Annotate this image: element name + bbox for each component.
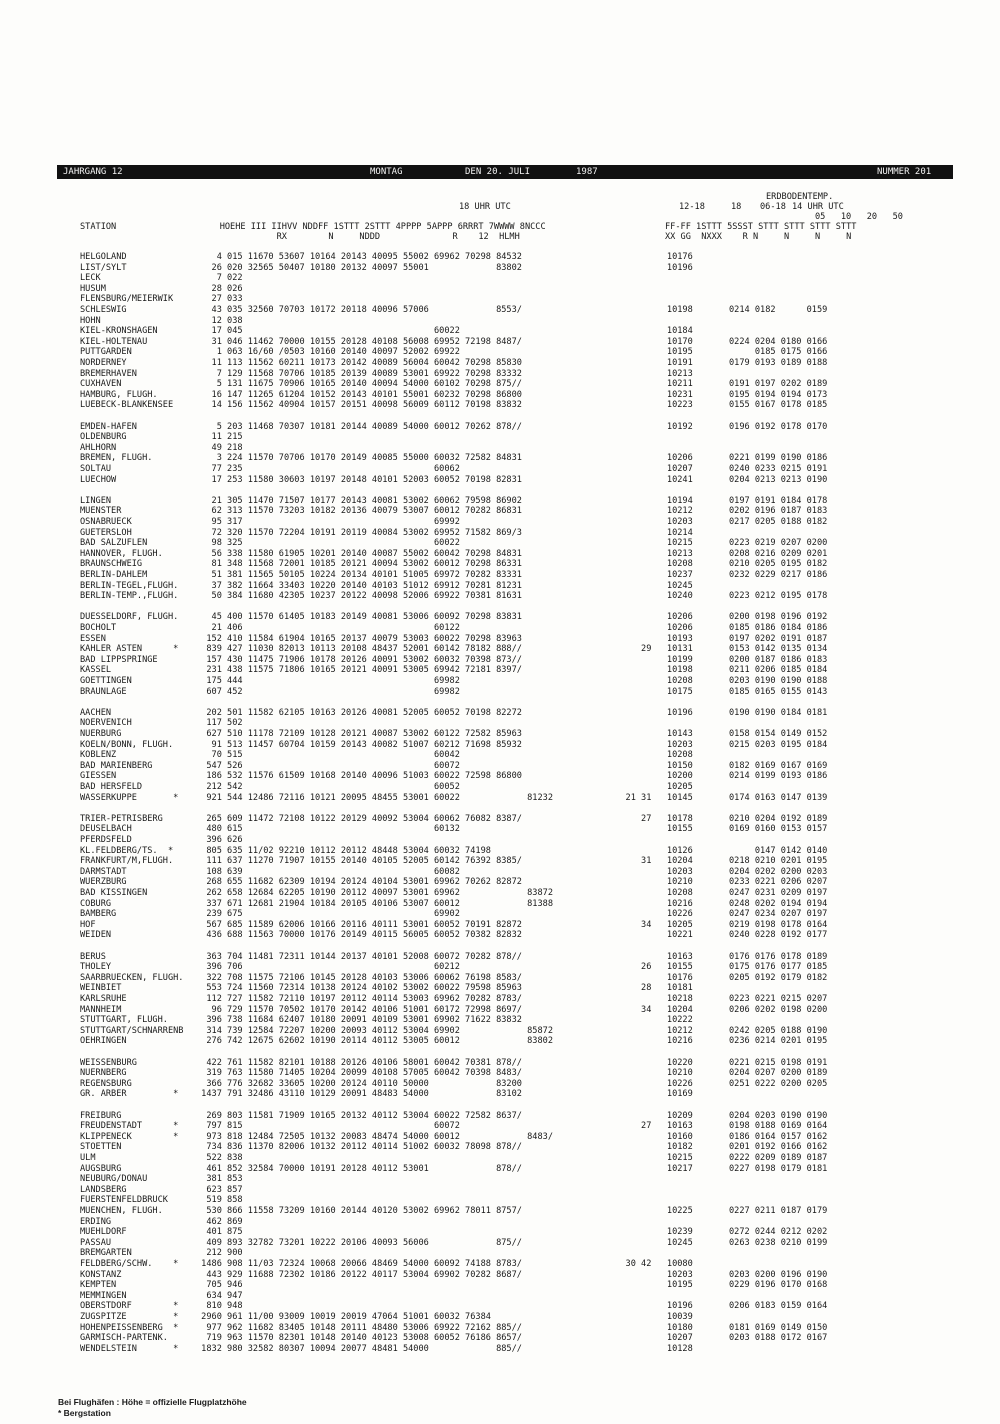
- station-name: BAD LIPPSPRINGE: [80, 654, 158, 665]
- soil-temp-data: 10163 0176 0176 0178 0189: [610, 951, 828, 962]
- synop-data: 805 635 11/02 92210 10112 20112 48448 53004 60032 74198: [196, 845, 491, 856]
- synop-data: 567 685 11589 62006 10166 20116 40111 53001 60052 70191 82872: [196, 919, 522, 930]
- station-name: KLIPPENECK *: [80, 1131, 179, 1142]
- station-name: SCHLESWIG: [80, 305, 127, 315]
- synop-data: 547 526 60072: [196, 760, 460, 771]
- station-name: BERUS: [80, 951, 106, 962]
- right-header-line1: FF-FF 1STTT 5SSST STTT STTT STTT STTT: [665, 222, 857, 232]
- synop-data: 276 742 12675 62602 10190 20114 40112 53005 60012 83802: [196, 1036, 553, 1047]
- soil-temp-data: 10191 0179 0193 0189 0188: [610, 358, 828, 368]
- synop-data: 21 406 60122: [196, 623, 460, 633]
- soil-temp-data: 10237 0232 0229 0217 0186: [610, 570, 828, 580]
- soil-temp-data: 10223 0155 0167 0178 0185: [610, 400, 828, 411]
- soil-temp-data: 10128: [610, 1343, 693, 1354]
- synop-data: 31 046 11462 70000 10155 20128 40108 56008 69952 72198 8487/: [196, 336, 522, 347]
- synop-data: 49 218: [196, 442, 243, 453]
- footnote-mountain: * Bergstation: [58, 1408, 111, 1418]
- station-name: MUENCHEN, FLUGH.: [80, 1206, 163, 1216]
- synop-data: 462 869: [196, 1216, 243, 1227]
- station-name: KASSEL: [80, 665, 112, 676]
- soil-temp-data: 10193 0197 0202 0191 0187: [610, 633, 828, 644]
- station-name: NUERNBERG: [80, 1068, 127, 1079]
- soil-temp-data: 10240 0223 0212 0195 0178: [610, 591, 828, 602]
- synop-data: 70 515 60042: [196, 750, 460, 761]
- station-name: LECK: [80, 273, 101, 284]
- station-name: KAHLER ASTEN *: [80, 644, 179, 655]
- station-name: HELGOLAND: [80, 252, 127, 262]
- station-name: OSNABRUECK: [80, 517, 132, 527]
- synop-data: 112 727 11582 72110 10197 20112 40114 53003 69962 70282 8783/: [196, 994, 522, 1004]
- station-name: CUXHAVEN: [80, 379, 122, 390]
- synop-data: 381 853: [196, 1174, 243, 1185]
- soil-temp-data: 10206 0200 0198 0196 0192: [610, 612, 828, 623]
- station-name: BAD KISSINGEN: [80, 888, 148, 898]
- soil-temp-data: 10217 0227 0198 0179 0181: [610, 1163, 828, 1174]
- station-name: COBURG: [80, 898, 112, 909]
- station-name: FREIBURG: [80, 1110, 122, 1121]
- station-name: BERLIN-TEGEL,FLUGH.: [80, 580, 179, 591]
- station-name: THOLEY: [80, 962, 112, 973]
- range-b-header: 18: [731, 202, 742, 212]
- synop-data: 269 803 11581 71909 10165 20132 40112 53004 60022 72582 8637/: [196, 1110, 522, 1121]
- station-name: KARLSRUHE: [80, 994, 127, 1004]
- synop-data: 77 235 60062: [196, 464, 460, 474]
- synop-data: 265 609 11472 72108 10122 20129 40092 53004 60062 76082 8387/: [196, 813, 522, 824]
- station-name: KL.FELDBERG/TS. *: [80, 845, 174, 856]
- synop-data: 45 400 11570 61405 10183 20149 40081 53006 60092 70298 83831: [196, 612, 522, 623]
- soil-temp-data: 10200 0214 0199 0193 0186: [610, 771, 828, 782]
- synop-data: 401 875: [196, 1227, 243, 1238]
- station-name: MEMMINGEN: [80, 1290, 127, 1301]
- station-name: WASSERKUPPE *: [80, 792, 179, 803]
- station-name: SAARBRUECKEN, FLUGH.: [80, 972, 184, 983]
- station-name: DEUSELBACH: [80, 824, 132, 835]
- soil-temp-data: 10195 0185 0175 0166: [610, 347, 828, 358]
- soil-temp-data: 26 10155 0175 0176 0177 0185: [610, 962, 828, 973]
- soil-temp-data: 10176: [610, 252, 693, 262]
- synop-data: 396 738 11684 62407 10180 20091 40109 53001 69902 71622 83832: [196, 1015, 522, 1026]
- station-name: HAMBURG, FLUGH.: [80, 389, 158, 400]
- soil-temp-data: 10196: [610, 262, 693, 273]
- column-header-line2: RX N NDDD R 12 HLMH: [80, 232, 520, 242]
- synop-data: 719 963 11570 82301 10148 20140 40123 53008 60052 76186 8657/: [196, 1333, 522, 1344]
- soil-temp-data: 10208 0210 0205 0195 0182: [610, 559, 828, 570]
- jahrgang: JAHRGANG 12: [63, 167, 123, 177]
- soil-temp-data: 30 42 10080: [610, 1259, 693, 1269]
- station-name: HOHENPEISSENBERG *: [80, 1322, 179, 1333]
- range-a-header: 12-18: [679, 202, 705, 212]
- synop-data: 634 947: [196, 1290, 243, 1301]
- synop-data: 396 706 60212: [196, 962, 460, 973]
- station-name: TRIER-PETRISBERG: [80, 813, 163, 824]
- synop-data: 51 381 11565 50105 10224 20134 40101 51005 69972 70282 83331: [196, 570, 522, 580]
- station-name: HUSUM: [80, 283, 106, 294]
- soil-temp-data: 10222: [610, 1015, 693, 1026]
- weekday: MONTAG: [370, 167, 403, 177]
- synop-data: 797 815 60072: [196, 1121, 460, 1132]
- station-name: MANNHEIM: [80, 1004, 122, 1015]
- synop-data: 461 852 32584 70000 10191 20128 40112 53001 878//: [196, 1163, 522, 1174]
- synop-data: 1437 791 32486 43110 10129 20091 48483 54000 83102: [196, 1089, 522, 1100]
- synop-data: 436 688 11563 70000 10176 20149 40115 56005 60052 70382 82832: [196, 930, 522, 941]
- station-name: WENDELSTEIN *: [80, 1343, 179, 1354]
- station-name: FLENSBURG/MEIERWIK: [80, 294, 174, 305]
- station-name: BRAUNLAGE: [80, 686, 127, 697]
- station-name: KIEL-KRONSHAGEN: [80, 326, 158, 337]
- soil-temp-data: 10208 0203 0190 0190 0188: [610, 676, 828, 686]
- station-name: WEIDEN: [80, 930, 112, 941]
- station-name: HOHN: [80, 315, 101, 326]
- synop-data: 231 438 11575 71806 10165 20121 40091 53005 69942 72181 8397/: [196, 665, 522, 676]
- station-name: REGENSBURG: [80, 1078, 132, 1089]
- synop-data: 152 410 11584 61904 10165 20137 40079 53003 60022 70298 83963: [196, 633, 522, 644]
- depths-header: 05 10 20 50: [815, 212, 903, 222]
- station-name: KOBLENZ: [80, 750, 117, 761]
- synop-data: 623 857: [196, 1184, 243, 1195]
- soil-temp-data: 10182 0201 0192 0166 0162: [610, 1142, 828, 1153]
- station-name: BAMBERG: [80, 909, 117, 920]
- synop-data: 37 382 11664 33403 10220 20140 40103 51012 69912 70281 81231: [196, 580, 522, 591]
- synop-data: 96 729 11570 70502 10170 20142 40106 51001 60172 72998 8697/: [196, 1004, 522, 1015]
- soil-temp-data: 10216 0248 0202 0194 0194: [610, 898, 828, 909]
- station-name: BREMEN, FLUGH.: [80, 453, 153, 464]
- station-name: KIEL-HOLTENAU: [80, 336, 148, 347]
- synop-data: 56 338 11580 61905 10201 20140 40087 55002 60042 70298 84831: [196, 548, 522, 559]
- soil-temp-data: 21 31 10145 0174 0163 0147 0139: [610, 792, 828, 803]
- station-name: KONSTANZ: [80, 1269, 122, 1280]
- station-name: NOERVENICH: [80, 718, 132, 729]
- synop-data: 396 626: [196, 835, 243, 845]
- station-name: GARMISCH-PARTENK.: [80, 1333, 168, 1344]
- station-name: GR. ARBER *: [80, 1089, 179, 1100]
- station-name: LANDSBERG: [80, 1184, 127, 1195]
- soil-temp-data: 10213 0208 0216 0209 0201: [610, 548, 828, 559]
- soil-temp-data: 10214: [610, 527, 693, 538]
- soil-temp-data: 34 10205 0219 0198 0178 0164: [610, 919, 828, 930]
- synop-data: 337 671 12681 21904 10184 20105 40106 53007 60012 81388: [196, 898, 553, 909]
- soil-temp-data: 10180 0181 0169 0149 0150: [610, 1322, 828, 1333]
- synop-data: 27 033: [196, 294, 243, 305]
- synop-data: 50 384 11680 42305 10237 20122 40098 52006 69922 70381 81631: [196, 591, 522, 602]
- soil-temp-data: 10215 0222 0209 0189 0187: [610, 1153, 828, 1163]
- synop-data: 627 510 11178 72109 10128 20121 40087 53002 60122 72582 85963: [196, 729, 522, 739]
- synop-data: 5 203 11468 70307 10181 20144 40089 54000 60012 70262 878//: [196, 421, 522, 432]
- station-name: NORDERNEY: [80, 358, 127, 368]
- soil-temp-data: 10198 0214 0182 0159: [610, 305, 828, 315]
- synop-data: 117 502: [196, 718, 243, 729]
- soil-temp-data: 10184: [610, 326, 693, 337]
- soil-temp-data: 10175 0185 0165 0155 0143: [610, 686, 828, 697]
- station-name: KOELN/BONN, FLUGH.: [80, 739, 174, 750]
- synop-data: 314 739 12584 72207 10200 20093 40112 53004 69902 85872: [196, 1025, 553, 1036]
- header-bar: [57, 165, 953, 179]
- soil-temp-data: 10220 0221 0215 0198 0191: [610, 1057, 828, 1068]
- soil-temp-data: 27 10178 0210 0204 0192 0189: [610, 813, 828, 824]
- station-name: PUTTGARDEN: [80, 347, 132, 358]
- synop-data: 705 946: [196, 1280, 243, 1291]
- synop-data: 422 761 11582 82101 10188 20126 40106 58001 60042 70381 878//: [196, 1057, 522, 1068]
- station-name: FREUDENSTADT *: [80, 1121, 179, 1132]
- synop-data: 16 147 11265 61204 10152 20143 40101 55001 60232 70298 86800: [196, 389, 522, 400]
- synop-data: 98 325 60022: [196, 538, 460, 549]
- station-name: HOF: [80, 919, 96, 930]
- erdboden-header: ERDBODENTEMP.: [766, 192, 834, 202]
- soil-temp-data: 10245: [610, 580, 693, 591]
- soil-temp-data: 10160 0186 0164 0157 0162: [610, 1131, 828, 1142]
- synop-data: 921 544 12486 72116 10121 20095 48455 53001 60022 81232: [196, 792, 553, 803]
- soil-temp-data: 10176 0205 0192 0179 0182: [610, 972, 828, 983]
- soil-temp-data: 10196 0206 0183 0159 0164: [610, 1301, 828, 1312]
- synop-data: 95 317 69992: [196, 517, 460, 527]
- station-name: LUECHOW: [80, 474, 117, 485]
- station-name: WEISSENBURG: [80, 1057, 137, 1068]
- range-c-header: 06-18: [760, 202, 786, 212]
- synop-data: 443 929 11688 72302 10186 20122 40117 53004 69902 70282 8687/: [196, 1269, 522, 1280]
- station-name: PFERDSFELD: [80, 835, 132, 845]
- synop-data: 519 858: [196, 1195, 243, 1206]
- station-name: KEMPTEN: [80, 1280, 117, 1291]
- synop-data: 17 253 11580 30603 10197 20148 40101 52003 60052 70198 82831: [196, 474, 522, 485]
- soil-temp-data: 10039: [610, 1312, 693, 1322]
- soil-temp-data: 10203 0215 0203 0195 0184: [610, 739, 828, 750]
- year: 1987: [576, 167, 598, 177]
- synop-data: 973 818 12484 72505 10132 20083 48474 54000 60012 8483/: [196, 1131, 553, 1142]
- soil-temp-data: 10143 0158 0154 0149 0152: [610, 729, 828, 739]
- footnote-airport: Bei Flughäfen : Höhe = offizielle Flugplatzhöhe: [58, 1397, 247, 1407]
- station-name: OBERSTDORF *: [80, 1301, 179, 1312]
- soil-temp-data: 31 10204 0218 0210 0201 0195: [610, 856, 828, 867]
- synop-data: 409 893 32782 73201 10222 20106 40093 56006 875//: [196, 1237, 522, 1248]
- synop-data: 363 704 11481 72311 10144 20137 40101 52008 60072 70282 878//: [196, 951, 522, 962]
- soil-temp-data: 10198 0211 0206 0185 0184: [610, 665, 828, 676]
- synop-data: 91 513 11457 60704 10159 20143 40082 51007 60212 71698 85932: [196, 739, 522, 750]
- synop-data: 319 763 11580 71405 10204 20099 40108 57005 60042 70398 8483/: [196, 1068, 522, 1079]
- synop-data: 2960 961 11/00 93009 10019 20019 47064 51001 60032 76384: [196, 1312, 491, 1322]
- station-name: ERDING: [80, 1216, 112, 1227]
- synop-data: 7 022: [196, 273, 243, 284]
- soil-temp-data: 10194 0197 0191 0184 0178: [610, 495, 828, 506]
- synop-data: 11 215: [196, 432, 243, 443]
- station-name: GIESSEN: [80, 771, 117, 782]
- station-name: GOETTINGEN: [80, 676, 132, 686]
- soil-temp-data: 10195 0229 0196 0170 0168: [610, 1280, 828, 1291]
- soil-temp-data: 10169: [610, 1089, 693, 1100]
- station-name: AHLHORN: [80, 442, 117, 453]
- station-name: BAD SALZUFLEN: [80, 538, 148, 549]
- soil-temp-data: 10218 0223 0221 0215 0207: [610, 994, 828, 1004]
- synop-data: 268 655 11682 62309 10194 20124 40104 53001 69962 70262 82872: [196, 877, 522, 888]
- synop-data: 202 501 11582 62105 10163 20126 40081 52005 60052 70198 82272: [196, 707, 522, 718]
- station-name: NEUBURG/DONAU: [80, 1174, 148, 1185]
- soil-temp-data: 10212 0242 0205 0188 0190: [610, 1025, 828, 1036]
- synop-data: 43 035 32560 70703 10172 20118 40096 57006 8553/: [196, 305, 522, 315]
- soil-temp-data: 10211 0191 0197 0202 0189: [610, 379, 828, 390]
- synop-data: 607 452 69982: [196, 686, 460, 697]
- soil-temp-data: 10231 0195 0194 0194 0173: [610, 389, 828, 400]
- station-name: DUESSELDORF, FLUGH.: [80, 612, 179, 623]
- synop-data: 157 430 11475 71906 10178 20126 40091 53002 60032 70398 873//: [196, 654, 522, 665]
- soil-temp-data: 10199 0200 0187 0186 0183: [610, 654, 828, 665]
- synop-data: 480 615 60132: [196, 824, 460, 835]
- station-name: ESSEN: [80, 633, 106, 644]
- station-name: LINGEN: [80, 495, 112, 506]
- soil-temp-data: 10208 0247 0231 0209 0197: [610, 888, 828, 898]
- right-header-line2: XX GG NXXX R N N N N: [665, 232, 852, 242]
- synop-data: 239 675 69902: [196, 909, 460, 920]
- station-name: STUTTGART/SCHNARRENB: [80, 1025, 184, 1036]
- synop-data: 108 639 60082: [196, 866, 460, 877]
- synop-data: 28 026: [196, 283, 243, 294]
- station-name: MUEHLDORF: [80, 1227, 127, 1238]
- station-name: SOLTAU: [80, 464, 112, 474]
- station-name: BRAUNSCHWEIG: [80, 559, 143, 570]
- station-name: NUERBURG: [80, 729, 122, 739]
- synop-data: 734 836 11370 82006 10132 20112 40114 51002 60032 78098 878//: [196, 1142, 522, 1153]
- synop-data: 5 131 11675 70906 10165 20140 40094 54000 60102 70298 875//: [196, 379, 522, 390]
- synop-data: 212 542 60052: [196, 782, 460, 792]
- synop-data: 81 348 11568 72001 10185 20121 40094 53002 60012 70298 86331: [196, 559, 522, 570]
- soil-temp-data: 10241 0204 0213 0213 0190: [610, 474, 828, 485]
- station-name: AUGSBURG: [80, 1163, 122, 1174]
- synop-data: 1 063 16/60 /0503 10160 20140 40097 52002 69922: [196, 347, 460, 358]
- station-name: FELDBERG/SCHW. *: [80, 1259, 179, 1269]
- station-name: OLDENBURG: [80, 432, 127, 443]
- station-name: BOCHOLT: [80, 623, 117, 633]
- station-name: STOETTEN: [80, 1142, 122, 1153]
- soil-temp-data: 10208: [610, 750, 693, 761]
- soil-temp-data: 34 10204 0206 0202 0198 0200: [610, 1004, 828, 1015]
- soil-temp-data: 10207 0203 0188 0172 0167: [610, 1333, 828, 1344]
- soil-temp-data: 10239 0272 0244 0212 0202: [610, 1227, 828, 1238]
- soil-temp-data: 10203 0203 0200 0196 0190: [610, 1269, 828, 1280]
- soil-temp-data: 10205: [610, 782, 693, 792]
- station-name: FUERSTENFELDBRUCK: [80, 1195, 168, 1206]
- soil-temp-data: 10203 0204 0202 0200 0203: [610, 866, 828, 877]
- soil-temp-data: 28 10181: [610, 983, 693, 994]
- soil-temp-data: 10245 0263 0238 0210 0199: [610, 1237, 828, 1248]
- synop-data: 175 444 69982: [196, 676, 460, 686]
- synop-data: 3 224 11570 70706 10170 20149 40085 55000 60032 72582 84831: [196, 453, 522, 464]
- station-name: EMDEN-HAFEN: [80, 421, 137, 432]
- synop-data: 4 015 11670 53607 10164 20143 40095 55002 69962 70298 84532: [196, 252, 522, 262]
- station-name: BAD HERSFELD: [80, 782, 143, 792]
- soil-temp-data: 10209 0204 0203 0190 0190: [610, 1110, 828, 1121]
- utc14-header: 14 UHR UTC: [792, 202, 844, 212]
- synop-data: 26 020 32565 50407 10180 20132 40097 55001 83802: [196, 262, 522, 273]
- station-name: PASSAU: [80, 1237, 112, 1248]
- soil-temp-data: 10192 0196 0192 0178 0170: [610, 421, 828, 432]
- synop-data: 977 962 11682 83405 10148 20111 48480 53006 69922 72162 885//: [196, 1322, 522, 1333]
- soil-temp-data: 10203 0217 0205 0188 0182: [610, 517, 828, 527]
- soil-temp-data: 10170 0224 0204 0180 0166: [610, 336, 828, 347]
- soil-temp-data: 10150 0182 0169 0167 0169: [610, 760, 828, 771]
- synop-data: 212 900: [196, 1248, 243, 1259]
- synop-data: 72 320 11570 72204 10191 20119 40084 53002 69952 71582 869/3: [196, 527, 522, 538]
- station-name: WUERZBURG: [80, 877, 127, 888]
- soil-temp-data: 10216 0236 0214 0201 0195: [610, 1036, 828, 1047]
- station-name: LIST/SYLT: [80, 262, 127, 273]
- station-name: BREMGARTEN: [80, 1248, 132, 1259]
- synop-data: 553 724 11560 72314 10138 20124 40102 53002 60022 79598 85963: [196, 983, 522, 994]
- synop-data: 62 313 11570 73203 10182 20136 40079 53007 60012 70282 86831: [196, 506, 522, 517]
- synop-data: 1832 980 32582 80307 10094 20077 48481 54000 885//: [196, 1343, 522, 1354]
- synop-data: 1486 908 11/03 72324 10068 20066 48469 54000 60092 74188 8783/: [196, 1259, 522, 1269]
- station-name: FRANKFURT/M,FLUGH.: [80, 856, 174, 867]
- station-name: BERLIN-TEMP.,FLUGH.: [80, 591, 179, 602]
- soil-temp-data: 10126 0147 0142 0140: [610, 845, 828, 856]
- station-name: DARMSTADT: [80, 866, 127, 877]
- synop-data: 522 838: [196, 1153, 243, 1163]
- soil-temp-data: 27 10163 0198 0188 0169 0164: [610, 1121, 828, 1132]
- date: DEN 20. JULI: [465, 167, 531, 177]
- station-name: BAD MARIENBERG: [80, 760, 153, 771]
- soil-temp-data: 10215 0223 0219 0207 0200: [610, 538, 828, 549]
- station-name: BREMERHAVEN: [80, 368, 137, 379]
- soil-temp-data: 10206 0221 0199 0190 0186: [610, 453, 828, 464]
- soil-temp-data: 10210 0233 0221 0206 0207: [610, 877, 828, 888]
- synop-data: 839 427 11030 82013 10113 20108 48437 52001 60142 78182 888//: [196, 644, 522, 655]
- station-name: HANNOVER, FLUGH.: [80, 548, 163, 559]
- synop-data: 262 658 12684 62205 10190 20112 40097 53001 69962 83872: [196, 888, 553, 898]
- soil-temp-data: 10221 0240 0228 0192 0177: [610, 930, 828, 941]
- utc18-header: 18 UHR UTC: [459, 202, 511, 212]
- synop-data: 810 948: [196, 1301, 243, 1312]
- station-name: AACHEN: [80, 707, 112, 718]
- soil-temp-data: 10212 0202 0196 0187 0183: [610, 506, 828, 517]
- synop-data: 530 866 11558 73209 10160 20144 40120 53002 69962 78011 8757/: [196, 1206, 522, 1216]
- station-name: ULM: [80, 1153, 96, 1163]
- synop-data: 322 708 11575 72106 10145 20128 40103 53006 60062 76198 8583/: [196, 972, 522, 983]
- issue-number: NUMMER 201: [877, 167, 932, 177]
- station-name: GUETERSLOH: [80, 527, 132, 538]
- soil-temp-data: 10226 0247 0234 0207 0197: [610, 909, 828, 920]
- synop-data: 17 045 60022: [196, 326, 460, 337]
- synop-data: 14 156 11562 40904 10157 20151 40098 56009 60112 70198 83832: [196, 400, 522, 411]
- station-name: ZUGSPITZE *: [80, 1312, 179, 1322]
- soil-temp-data: 10210 0204 0207 0200 0189: [610, 1068, 828, 1079]
- soil-temp-data: 10206 0185 0186 0184 0186: [610, 623, 828, 633]
- synop-data: 21 305 11470 71507 10177 20143 40081 53002 60062 79598 86902: [196, 495, 522, 506]
- column-header-line1: STATION HOEHE III IIHVV NDDFF 1STTT 2STTT 4PPPP 5APPP 6RRRT 7WWWW 8NCCC: [80, 222, 546, 232]
- synop-data: 186 532 11576 61509 10168 20140 40096 51003 60022 72598 86800: [196, 771, 522, 782]
- soil-temp-data: 29 10131 0153 0142 0135 0134: [610, 644, 828, 655]
- soil-temp-data: 10207 0240 0233 0215 0191: [610, 464, 828, 474]
- synop-data: 11 113 11562 60211 10173 20142 40089 56004 60042 70298 85830: [196, 358, 522, 368]
- station-name: LUEBECK-BLANKENSEE: [80, 400, 174, 411]
- station-name: OEHRINGEN: [80, 1036, 127, 1047]
- station-name: MUENSTER: [80, 506, 122, 517]
- synop-data: 7 129 11568 70706 10185 20139 40089 53001 69922 70298 83332: [196, 368, 522, 379]
- synop-data: 12 038: [196, 315, 243, 326]
- station-name: BERLIN-DAHLEM: [80, 570, 148, 580]
- soil-temp-data: 10226 0251 0222 0200 0205: [610, 1078, 828, 1089]
- station-name: STUTTGART, FLUGH.: [80, 1015, 168, 1026]
- soil-temp-data: 10196 0190 0190 0184 0181: [610, 707, 828, 718]
- soil-temp-data: 10225 0227 0211 0187 0179: [610, 1206, 828, 1216]
- soil-temp-data: 10155 0169 0160 0153 0157: [610, 824, 828, 835]
- synop-data: 366 776 32682 33605 10200 20124 40110 50000 83200: [196, 1078, 522, 1089]
- synop-data: 111 637 11270 71907 10155 20140 40105 52005 60142 76392 8385/: [196, 856, 522, 867]
- station-name: WEINBIET: [80, 983, 122, 994]
- soil-temp-data: 10213: [610, 368, 693, 379]
